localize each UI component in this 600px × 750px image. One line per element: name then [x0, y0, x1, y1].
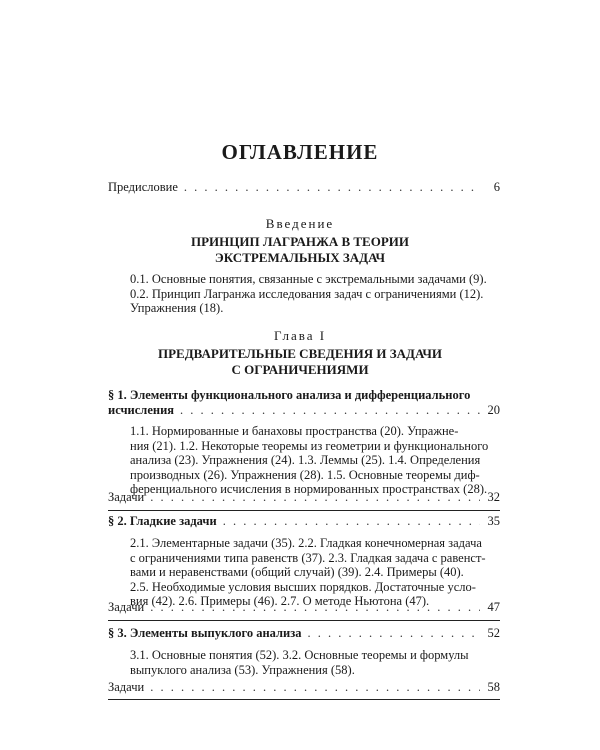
page-number: 6 [493, 180, 500, 194]
intro-line-1: 0.1. Основные понятия, связанные с экстремальными задачами (9). [130, 272, 487, 286]
page-number: 20 [487, 403, 500, 417]
s3-line-1: 3.1. Основные понятия (52). 3.2. Основные теоремы и формулы [130, 648, 469, 662]
s1-line-2: ния (21). 1.2. Некоторые теоремы из геометрии и функционального [130, 438, 489, 453]
entry-label: Задачи [108, 600, 145, 614]
section-divider [108, 699, 500, 700]
intro-line-2: 0.2. Принцип Лагранжа исследования задач с ограничениями (12). [130, 286, 484, 301]
s2-line-2: с ограничениями типа равенств (37). 2.3. Гладкая задача с равенст- [130, 550, 486, 565]
leader-dots [180, 403, 480, 418]
s1-line-1: 1.1. Нормированные и банаховы пространства (20). Упражне- [130, 424, 459, 438]
toc-entry-s3-tasks[interactable] [108, 680, 500, 695]
s1-line-4: производных (26). Упражнения (28). 1.5. Основные теоремы диф- [130, 467, 480, 482]
intro-heading: Введение [265, 216, 335, 231]
entry-label: Предисловие [108, 180, 178, 194]
entry-label: Задачи [108, 680, 145, 694]
chapter1-title-line-1: ПРЕДВАРИТЕЛЬНЫЕ СВЕДЕНИЯ И ЗАДАЧИ [157, 346, 443, 361]
toc-entry-preface[interactable] [108, 180, 500, 195]
s1-line-3: анализа (23). Упражнения (24). 1.3. Леммы (25). 1.4. Определения [130, 453, 481, 467]
leader-dots [150, 490, 480, 505]
toc-entry-s2-tasks[interactable] [108, 600, 500, 615]
intro-contents [130, 272, 490, 316]
s1-line-5: ференциального исчисления в нормированных пространствах (28). [130, 482, 488, 496]
s3-title: § 3. Элементы выпуклого анализа [108, 626, 302, 640]
chapter1-heading: Глава I [273, 328, 327, 343]
s2-contents [130, 536, 490, 609]
s2-line-5: вия (42). 2.6. Примеры (46). 2.7. О методе Ньютона (47). [130, 594, 430, 608]
entry-label: Задачи [108, 490, 145, 504]
leader-dots [308, 626, 480, 641]
s3-line-2: выпуклого анализа (53). Упражнения (58). [130, 662, 355, 677]
s1-contents [130, 424, 490, 497]
leader-dots [184, 180, 480, 195]
s2-line-4: 2.5. Необходимые условия высших порядков. Достаточные усло- [130, 579, 476, 594]
page-number: 32 [487, 490, 500, 504]
s1-title: § 1. Элементы функционального анализа и дифференциального [108, 388, 471, 402]
page-number: 58 [487, 680, 500, 694]
s2-line-1: 2.1. Элементарные задачи (35). 2.2. Гладкая конечномерная задача [130, 536, 482, 550]
s3-contents [130, 648, 490, 677]
leader-dots [223, 514, 480, 529]
chapter1-title-line-2: С ОГРАНИЧЕНИЯМИ [231, 362, 369, 377]
toc-entry-s2[interactable] [108, 514, 500, 529]
page-title: ОГЛАВЛЕНИЕ [221, 140, 379, 164]
s2-line-3: вами и неравенствами (общий случай) (39). 2.4. Примеры (40). [130, 565, 464, 579]
toc-entry-s1-tasks[interactable] [108, 490, 500, 505]
s2-title: § 2. Гладкие задачи [108, 514, 217, 528]
leader-dots [150, 680, 480, 695]
section-divider [108, 510, 500, 511]
page-number: 47 [487, 600, 500, 614]
page-number: 35 [487, 514, 500, 528]
page-number: 52 [487, 626, 500, 640]
intro-title-line-1: ПРИНЦИП ЛАГРАНЖА В ТЕОРИИ [190, 234, 410, 249]
s1-title-cont: исчисления [108, 403, 175, 417]
intro-line-3: Упражнения (18). [130, 301, 224, 315]
leader-dots [150, 600, 480, 615]
toc-entry-s3[interactable] [108, 626, 500, 641]
section-divider [108, 620, 500, 621]
s1-title-line-1[interactable] [108, 388, 500, 403]
toc-entry-s1[interactable] [108, 403, 500, 418]
intro-title-line-2: ЭКСТРЕМАЛЬНЫХ ЗАДАЧ [214, 250, 386, 265]
